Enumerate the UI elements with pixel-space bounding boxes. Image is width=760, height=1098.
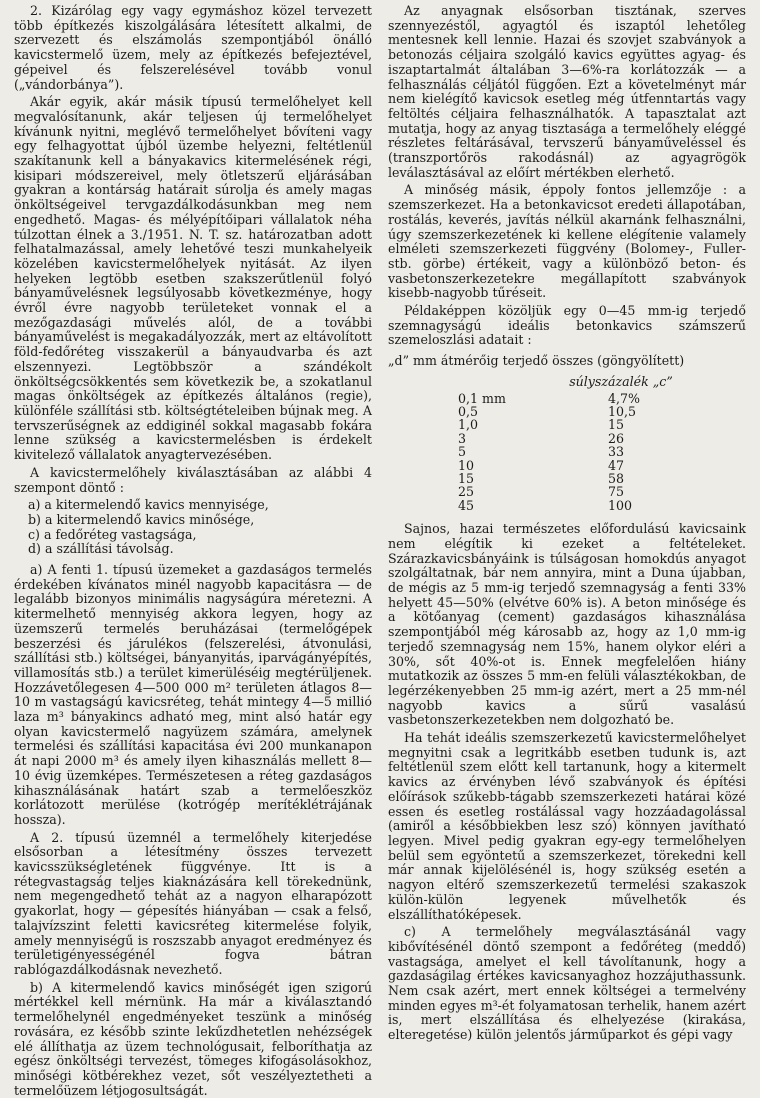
- paragraph-ideal-structure: Ha tehát ideális szemszerkezetű kavicstermelőhelyet megnyitni csak a legritkább esetben tudunk is, azt feltétlenül szem előtt kell tartanunk, hogy a kitermelt kavics az érvényben lévő szabványok és építési előírások szűkebb-tágabb szemszerkezeti határai közé essen és esetleg rostálással vagy hozzáadagolással (amiről a későbbiekben lesz szó) könnyen javítható legyen. Mivel pedig gyakran egy-egy termelőhelyen belül sem egyöntetű a szemszerkezet, törekedni kell már annak kijelölésénél is, hogy szükség esetén a nagyon eltérő szemszerkezetű termelési szakaszok külön-külön legyenek művelhetők és elszállíthatóképesek.: [388, 730, 746, 922]
- table-row: 10 47: [458, 457, 625, 473]
- table-row: 15 58: [458, 471, 625, 487]
- paragraph-quantity: a) A fenti 1. típusú üzemeket a gazdaságos termelés érdekében kívánatos minél nagyobb kapacitásra — de legalább bizonyos minimális nagyságúra méretezni. A kitermelhető mennyiség akkora legyen, hogy az üzemszerű termelés beruházásai (termelőgépek beszerzési és járulékos (felszerelési, átvonulási, szállítási stb.) költségei, bányanyitás, iparvágányépítés, villamosítás stb.) a terület kimerüléséig megtérüljenek. Hozzávetőlegesen 4—500 000 m² területen átlagos 8—10 m vastagságú kavicsréteg, tehát mintegy 4—5 millió laza m³ bányakincs adható meg, mint alsó határ egy olyan kavicstermelő nagyüzem számára, amelynek termelési és szállítási kapacitása évi 200 munkanapon át napi 2000 m³ és amely ilyen kihasználás mellett 8—10 évig üzemképes. Természetesen a réteg gazdaságos kihasználásának határt szab a termelőeszköz korlátozott merülése (kotrógép merítéklétrájának hossza).: [14, 562, 372, 827]
- table-row: 3 26: [458, 430, 625, 446]
- criteria-list: [14, 498, 372, 557]
- table-row: 0,1 mm 4,7%: [458, 390, 640, 406]
- table-row: 1,0 15: [458, 417, 625, 433]
- table-row: 5 33: [458, 444, 625, 460]
- paragraph-grain-structure: A minőség másik, éppoly fontos jellemzője : a szemszerkezet. Ha a betonkavicsot eredeti állapotában, rostálás, keverés, javítás nélkül akarnánk felhasználni, úgy szemszerkezetének ki kellene elégítenie valamely elméleti szemszerkezeti függvény (Bolomey-, Fuller- stb. görbe) értékeit, vagy a különböző beton- és vasbetonszerkezetekre megállapított szabványok kisebb-nagyobb tűréseit.: [388, 182, 746, 301]
- table-row: 0,5 10,5: [458, 403, 637, 419]
- paragraph-type-2-extent: A 2. típusú üzemnél a termelőhely kiterjedése elsősorban a létesítmény összes tervezett kavicsszükségletének függvénye. Itt is a rétegvastagság teljes kiaknázására kell törekednünk, nem megengedhető tehát az a nagyon elharapózott gyakorlat, hogy — gépesítés hiányában — csak a felső, talajvízszint feletti kavicsréteg kitermelése folyik, amely mennyiségű is roszszabb anyagot eredményez és területigényességénél fogva bátran rablógazdálkodásnak nevezhető.: [14, 829, 372, 977]
- table-subtitle: súlyszázalék „c”: [569, 373, 673, 389]
- right-column: [388, 4, 746, 1095]
- paragraph-example-intro: Példaképpen közöljük egy 0—45 mm-ig terjedő szemnagyságú ideális betonkavics számszerű szemeloszlási adatait :: [388, 303, 746, 348]
- paragraph-selection-criteria-intro: A kavicstermelőhely kiválasztásában az alábbi 4 szempont döntő :: [14, 464, 372, 495]
- paragraph-overburden: c) A termelőhely megválasztásánál vagy kibővítésénél döntő szempont a fedőréteg (meddő) vastagsága, amelyet el kell távolítanunk, hogy a gazdaságilag értékes kavicsanyaghoz hozzájuthassunk. Nem csak azért, mert ennek költségei a termelvény minden egyes m³-ét folyamatosan terhelik, hanem azért is, mert elszállítása és elhelyezése (kirakása, elteregetése) külön jelentős járműparkot és gépi vagy: [388, 924, 746, 1043]
- left-column: [14, 3, 372, 1098]
- criteria-item-c: c) a fedőréteg vastagsága,: [28, 526, 197, 542]
- paragraph-cleanliness: Az anyagnak elsősorban tisztának, szerves szennyezéstől, agyagtól és iszaptól lehetőleg mentesnek kell lennie. Hazai és szovjet szabványok a betonozás céljaira szolgáló kavics együttes agyag- és iszaptartalmát általában 3—6%-ra korlátozzák — a felhasználás céljától függően. Ezt a követelményt már nem kielégítő kavicsok esetleg még útfenntartás vagy feltöltés céljaira felhasználhatók. A tapasztalat azt mutatja, hogy az anyag tisztasága a termelőhely eléggé részletes feltárásával, tervszerű bányaműveléssel és (transzportőrös rakodásnál) az agyagrögök leválasztásával az előírt mértékben elerhető.: [388, 3, 746, 180]
- criteria-item-d: d) a szállítási távolság.: [28, 541, 174, 557]
- table-row: 25 75: [458, 484, 625, 500]
- paragraph-domestic-gravel: Sajnos, hazai természetes előfordulású kavicsaink nem elégítik ki ezeket a feltételeket. Szárazkavicsbányáink is túlságosan homokdús anyagot szolgáltatnak, bár nem annyira, mint a Duna újabban, de mégis az 5 mm-ig terjedő szemnagyság a fenti 33% helyett 45—50% (elvétve 60% is). A beton minősége és a kötőanyag (cement) gazdaságos kihasználása szempontjából még károsabb az, hogy az 1,0 mm-ig terjedő szemnagyság nem 15%, hanem olykor eléri a 30%, sőt 40%-ot is. Ennek megfelelően hiány mutatkozik az összes 5 mm-en felüli választékokban, de legérzékenyebben 25 mm-ig azért, mert a 25 mm-nél nagyobb kavics a sűrű vasalású vasbetonszerkezetekben nem dolgozható be.: [388, 521, 746, 728]
- table-title: „d” mm átmérőig terjedő összes (göngyölített): [388, 353, 685, 369]
- grain-distribution-table: [458, 392, 658, 513]
- paragraph-type-2: 2. Kizárólag egy vagy egymáshoz közel tervezett több építkezés kiszolgálására létesített alkalmi, de szervezett és elszámolás szempontjából önálló kavicstermelő üzem, mely az építkezés befejeztével, gépeivel és felszerelésével tovább vonul („vándorbánya”).: [14, 3, 372, 92]
- paragraph-method-critique: Akár egyik, akár másik típusú termelőhelyet kell megvalósítanunk, akár teljesen új termelőhelyet kívánunk nyitni, meglévő termelőhelyet bővíteni vagy egy felhagyottat újból üzembe helyezni, feltétlenül szakítanunk kell a bányakavics kitermelésének régi, kisipari módszereivel, mely ötletszerű eljárásában gyakran a kontárság határait súrolja és amely magas önköltségeivel tervgazdálkodásunkban meg nem engedhető. Magas- és mélyépítőipari vállalatok néha túlzottan élnek a 3./1951. N. T. sz. határozatban adott felhatalmazással, amely lehetővé teszi munkahelyeik közelében kavicstermelőhelyek nyitását. Az ilyen helyeken legtöbb esetben szakszerűtlenül folyó bányaművelésnek legsúlyosabb következménye, hogy évről évre nagyobb területeket vonnak el a mezőgazdasági művelés alól, de a további bányaművelést is megakadályozzák, mert az eltávolított föld-fedőréteg visszakerül a bányaudvarba és azt elszennyezi. Legtöbbször a szándékolt önköltségcsökkentés sem következik be, a szokatlanul magas önköltségek az építkezés általános (regie), különféle szállítási stb. költségtételeiben bújnak meg. A tervszerűségnek az eddiginél sokkal magasabb fokára lenne szükség a kavicstermelésben is érdekelt kivitelező vállalatok anyagtervezésében.: [14, 94, 372, 463]
- paragraph-quality: b) A kitermelendő kavics minőségét igen szigorú mértékkel kell mérnünk. Ha már a kiválasztandó termelőhelynél engedményeket teszünk a minőség rovására, ez később szinte lekűzdhetetlen nehézségek elé állíthatja az üzem technológusait, felboríthatja az egész önköltségi tervezést, tömeges kifogásolásokhoz, minőségi kötbérekhez vezet, sőt veszélyeztetheti a termelőüzem létjogosultságát.: [14, 979, 372, 1098]
- criteria-item-a: a) a kitermelendő kavics mennyisége,: [28, 497, 269, 513]
- table-row: 45 100: [458, 497, 633, 513]
- criteria-item-b: b) a kitermelendő kavics minősége,: [28, 511, 255, 527]
